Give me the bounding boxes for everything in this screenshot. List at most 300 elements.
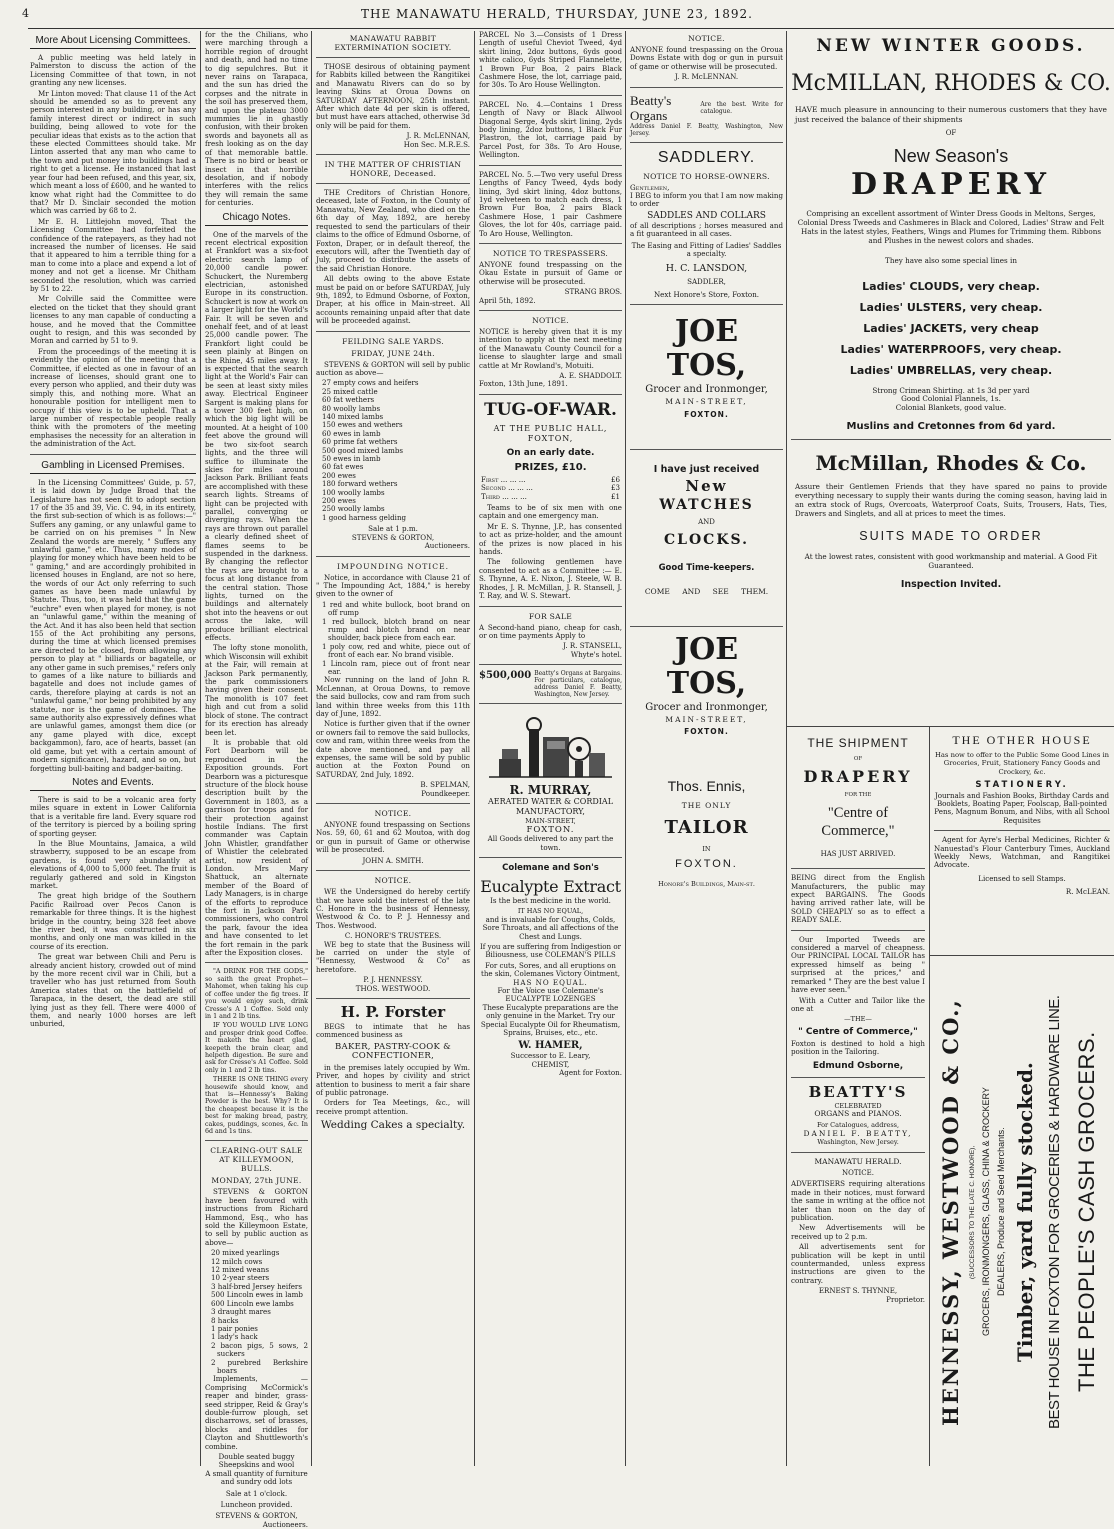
ad-headline: I have just received <box>653 464 760 476</box>
paragraph: Now running on the land of John R. McLennan, at Oroua Downs, to remove the said bullocks, cow and ram from such land within three weeks from this 11th day of June, 1892. <box>316 675 470 718</box>
paragraph: Foxton is destined to hold a high position in the Tailoring. <box>791 1038 925 1057</box>
list-item: 12 mixed weans <box>211 1265 269 1275</box>
ad-text: All Goods delivered to any part the town. <box>487 834 614 852</box>
prize-row <box>481 493 620 501</box>
ad-text: IN <box>702 845 711 854</box>
divider <box>479 703 622 704</box>
paragraph: NOTICE is hereby given that it is my intention to apply at the next meeting of the Manawatu County Council for a license to slaughter large and small cattle at Mr Rowland's, Motuiti. <box>479 326 622 370</box>
ad-text: Strong Crimean Shirting. at 1s 3d per yard <box>872 385 1030 395</box>
special-line: Ladies' UMBRELLAS, very cheap. <box>849 363 1053 377</box>
ad-text: HAS NO EQUAL. <box>513 977 588 987</box>
paragraph: ANYONE found trespassing on the Okau Estate in pursuit of Game or otherwise will be prosecuted. <box>479 259 622 286</box>
ad-signature: Edmund Osborne, <box>812 1060 904 1071</box>
ad-signature: H. C. LANSDON, <box>665 263 748 275</box>
list-item: 140 mixed lambs <box>322 412 384 421</box>
ad-headline: BEATTY'S <box>808 1082 908 1101</box>
masthead <box>0 0 1114 28</box>
ad-headline: McMillan, Rhodes & Co. <box>815 451 1087 476</box>
ad-headline: MANAWATU HERALD. <box>814 1156 902 1166</box>
ad-text: DANIEL F. BEATTY, <box>803 1128 913 1138</box>
ad-text: The Easing and Fitting of Ladies' Saddles a specialty. <box>631 240 782 259</box>
divider <box>479 394 622 395</box>
prize-value: £6 <box>610 474 620 484</box>
list-item: 1 pair ponies <box>211 1323 258 1333</box>
list-item: 27 empty cows and heifers <box>322 378 419 388</box>
ad-text: Are the best. Write for catalogue. <box>700 100 783 115</box>
list-item: 1 poly cow, red and white, piece out of front of each ear. No brand visible. <box>322 641 470 660</box>
paragraph: A Second-hand piano, cheap for cash, or on time payments Apply to <box>479 622 622 640</box>
list-item: 3 half-bred Jersey heifers <box>211 1281 302 1291</box>
ad-headline: JOE TOS, <box>666 314 747 384</box>
ad-headline: TUG-OF-WAR. <box>484 399 617 420</box>
prize-label: First ... ... ... <box>481 474 526 484</box>
ad-text: These Eucalypte preparations are the only genuine in the Market. Try our Special Eucalypte Oil for Rheumatism, Sprains, Bruises, etc., etc. <box>480 1002 621 1038</box>
paragraph: STEVENS & GORTON will sell by public auction as above— <box>316 359 470 377</box>
paragraph: The great high bridge of the Southern Pacific Railroad over Pecos Canon is remarkable for three things. It is the highest bridge in the country, being 328 feet above the river bed, it was constructed in six months, and only one man was killed in the course of its erection. <box>30 891 196 951</box>
ad-text: HAS JUST ARRIVED. <box>820 849 896 858</box>
list-item: 25 mixed cattle <box>322 386 378 396</box>
ad-headline: SUITS MADE TO ORDER <box>859 529 1043 544</box>
list-item: 2 bacon pigs, 5 sows, 2 suckers <box>211 1340 308 1359</box>
ad-subhead: FOXTON. <box>684 727 729 737</box>
ad-text: If you are suffering from Indigestion or Biliousness, use COLEMAN'S PILLS <box>479 941 622 960</box>
ad-text: For cuts, Sores, and all eruptions on the skin, Colemanes Victory Ointment, <box>480 960 621 979</box>
divider <box>479 95 622 96</box>
list-item: 8 hacks <box>211 1315 239 1325</box>
ad-headline: NEW WINTER GOODS. <box>816 36 1086 56</box>
paragraph: The lofty stone monolith, which Wisconsin will exhibit at the Fair, will remain at Jackson Park permanently, the park commissioners having given their consent. The monolith is 107 feet high and cut from a solid block of stone. The contract for its erection has already been let. <box>205 643 308 737</box>
column-8 <box>934 730 1110 950</box>
divider <box>791 1077 925 1078</box>
lot-item: Double seated buggy <box>218 1452 295 1461</box>
ad-headline: " Centre of Commerce," <box>798 1026 918 1037</box>
list-item: 2 purebred Berkshire boars <box>211 1357 308 1375</box>
ad-headline: R. MURRAY, <box>509 783 592 798</box>
paragraph: of all descriptions ; horses measured and a fit guaranteed in all cases. <box>630 220 783 239</box>
ad-text: "A DRINK FOR THE GODS," so saith the great Prophet—Mahomet, when taking his cup of coffee under the fig trees. If you would enjoy such, drink Cresse's A 1 Coffee. Sold only in 1 and 2 lb tins. <box>205 968 308 1020</box>
signature: ERNEST S. THYNNE, <box>818 1286 898 1296</box>
list-item: 180 forward wethers <box>322 479 398 489</box>
signature: P. J. HENNESSY. <box>363 975 423 985</box>
column-rule <box>625 31 626 1466</box>
paragraph: Notice is further given that if the owner or owners fail to remove the said bullocks, cow and ram, within three weeks from the date above mentioned, and pay all expenses, the same will be sold by public auction at the Foxton Pound on SATURDAY, 2nd July, 1892. <box>316 719 470 779</box>
ad-headline: NOTICE. <box>688 34 725 43</box>
ad-headline: SADDLERY. <box>657 148 756 166</box>
divider <box>929 955 1114 956</box>
ad-text: Honore's Buildings, Main-st. <box>658 879 755 888</box>
list-item: 200 ewes <box>322 470 356 480</box>
paragraph: ANYONE found trespassing on Sections Nos. 59, 60, 61 and 62 Moutoa, with dog or gun in pursuit of Game or otherwise will be prosecuted. <box>316 820 470 855</box>
special-line: Ladies' JACKETS, very cheap <box>863 321 1039 335</box>
paragraph: Mr E. S. Thynne, J.P., has consented to act as prize-holder, and the amount of the prizes is now placed in his hands. <box>479 521 622 557</box>
column-6 <box>791 31 1111 726</box>
organ-ad <box>630 93 783 123</box>
ad-text: OF <box>853 756 863 762</box>
column-7 <box>791 730 925 1465</box>
ad-headline: Thos. Ennis, <box>667 777 746 794</box>
list-item: 10 2-year steers <box>211 1273 270 1283</box>
column-5 <box>630 31 783 1466</box>
signature-title: Hon Sec. M.R.E.S. <box>403 139 470 149</box>
paragraph: BEGS to intimate that he has commenced business as <box>316 1021 470 1040</box>
lot-list <box>205 1249 308 1375</box>
paragraph: It is probable that old Fort Dearborn will be reproduced in the Exposition grounds. Fort Dearborn was a picturesque structure of the block house description built by the Government in 1803, as a garrison for troops and for their protection against hostile Indians. The first commander was Captain John Whistler, grandfather of Whistler the celebrated artist, now resident of London. Mrs Mary Shattuck, an alternate member of the Board of Lady Managers, is in charge of the efforts to reproduce the fort in Jackson Park commissioners, who control the park, favour the idea and have consented to let the fort remain in the park after the Exposition closes. <box>205 737 308 958</box>
paragraph: I BEG to inform you that I am now making to order <box>630 191 783 209</box>
divider <box>934 830 1110 831</box>
paragraph: for the the Chilians, who were marching through a horrible region of drought and death, and had no time to dig sepulchres. But it never rains on Tarapaca, and the sun has dried the corpses and the nitrate in the soil has preserved them, and upon the plateau 3000 mummies lie in ghastly confusion, with their broken swords and bayonets all as fresh looking as on the day of that memorable battle. There is no bird or beast or insect in that horrible desolation, and if nobody interferes with the relics they will remain the same for centuries. <box>205 30 308 208</box>
ad-text: COME AND SEE THEM. <box>644 586 769 596</box>
ad-text: CHEMIST, <box>531 1059 570 1069</box>
masthead-rule <box>28 28 1114 29</box>
list-item: 150 ewes and wethers <box>322 420 403 430</box>
special-lines <box>791 276 1111 381</box>
ad-subhead: Grocer and Ironmonger, <box>645 384 768 396</box>
divider <box>479 310 622 311</box>
ad-headline: CLOCKS. <box>664 531 749 548</box>
ad-headline: HENNESSY, WESTWOOD & CO., <box>938 998 963 1426</box>
list-item: 1 red and white bullock, boot brand on off rump <box>322 599 470 618</box>
paragraph: New Advertisements will be received up to 2 p.m. <box>791 1223 925 1241</box>
ad-headline: H. P. Forster <box>340 1002 446 1021</box>
paragraph: STEVENS & GORTON have been favoured with instructions from Richard Hammond, Esq., who has sold the Killeymoon Estate, to sell by public auction as above— <box>205 1187 308 1247</box>
divider <box>479 243 622 244</box>
divider <box>630 626 783 627</box>
paragraph: Implements, — Comprising McCormick's reaper and binder, grass-seed stripper, Reid & Gray's double-furrow plough, set discharrows, set of brasses, blocks and riddles for Clayton and Shuttleworth's combine. <box>205 1374 308 1451</box>
column-rule <box>474 31 475 1466</box>
divider <box>205 962 308 963</box>
signature-title: Poundkeeper. <box>421 788 470 798</box>
list-item: 60 prime fat wethers <box>322 437 398 447</box>
ad-subhead: PRIZES, £10. <box>514 461 587 473</box>
column-2 <box>205 30 308 1529</box>
signature-title: Whyte's hotel. <box>570 649 622 659</box>
paragraph: From the proceedings of the meeting it is evidently the opinion of the meeting that a Committee, if elected as one in favour of an increase of licenses, should grant one to every person who applied, and their duty was simply this, and nothing more. What an honourable position for intelligent men to occupy if this view is to be upheld. That a large number of respectable people really think with the promoters of the meeting emphasises the necessity for an alteration in the administration of the Act. <box>30 346 196 449</box>
lot-item: A small quantity of furniture and sundry odd lots <box>205 1468 308 1487</box>
paragraph: WE the Undersigned do hereby certify that we have sold the interest of the late C. Honore in the business of Hennessy, Westwood & Co. to P. J. Hennessy and Thos. Westwood. <box>316 887 470 930</box>
ad-subhead: STATIONERY. <box>975 780 1069 791</box>
ad-headline: NOTICE. <box>374 809 412 819</box>
list-item: 80 woolly lambs <box>322 403 381 413</box>
ad-text: Groceries, Fruit, Stationery Fancy Goods and Crockery, &c. <box>943 759 1101 776</box>
paragraph: PARCEL No. 5.—Two very useful Dress Lengths of Fancy Tweed, 4yds body lining, 3yd skirt lining, 4doz buttons, 1yd velveteen to match each dress, 1 Brown Fur Boa, 2 pairs Black Cashmere Hose, 1 pair Cashmere Gloves, the lot for 40s, carriage paid. To Aro House, Wellington. <box>479 169 622 238</box>
column-3 <box>316 31 470 1466</box>
ad-text: Beatty's Organs at Bargains. For particulars, catalogue, address Daniel F. Beatty, Washington, New Jersey. <box>534 670 622 699</box>
ad-headline: FEILDING SALE YARDS. <box>342 336 444 346</box>
ad-text: AND <box>698 518 715 527</box>
ad-headline: FOR SALE <box>528 611 573 621</box>
ad-subhead: Good Time-keepers. <box>658 562 755 573</box>
paragraph: Mr Colville said the Committee were elected on the ticket that they should grant licenses to any man capable of conducting a house, and he moved that the Committee ought to resign, and this was seconded by Moran and carried by 51 to 9. <box>30 294 196 346</box>
ad-headline: NOTICE. <box>532 315 569 325</box>
ad-footer: Wedding Cakes a specialty. <box>320 1119 466 1132</box>
sale-time: Sale at 1 o'clock. <box>225 1488 288 1498</box>
list-item: 500 Lincoln ewes in lamb <box>211 1290 303 1300</box>
divider <box>630 449 783 450</box>
paragraph: Journals and Fashion Books, Birthday Cards and Booklets, Boating Paper, Foolscap, Ball-pointed Pens, Magnum Bonum, and Nibs, with all School Requisites <box>934 790 1110 825</box>
ad-headline: McMILLAN, RHODES & CO. <box>791 71 1111 96</box>
paragraph: Notice, in accordance with Clause 21 of " The Impounding Act, 1884," is hereby given to the owner of <box>316 572 470 599</box>
signature-title: Auctioneers. <box>262 1519 308 1529</box>
list-item: 60 fat ewes <box>322 462 364 472</box>
ad-headline: THE PEOPLE'S CASH GROCERS. <box>1074 1031 1099 1393</box>
ad-subhead: FOXTON. <box>684 409 729 419</box>
list-item: 50 ewes in lamb <box>322 454 381 464</box>
column-rule <box>200 31 201 1466</box>
special-line: Ladies' ULSTERS, very cheap. <box>859 300 1043 314</box>
prize-value: £1 <box>610 491 620 501</box>
paragraph: One of the marvels of the recent electrical exposition at Frankfort was a six-foot electric search lamp of 20,000 candle power. Schuckert, the Nuremberg electrician, astonished Europe in its construction. Schuckert is now at work on a larger light for the World's Fair. It will be seven and onehalf feet, and of at least 25,000 candle power. The Frankfort light could be seen plainly at Bingen on the Rhine, 45 miles away. It is expected that the search light at the World's Fair can be seen at least sixty miles away. Electrical Engineer Sargent is making plans for a tower 300 feet high, on which the big light will be mounted. At a height of 100 feet above the ground will be two six-foot search lights, and the three will suffice to illuminate the skies for miles around Jackson Park. Brilliant feats are accomplished with these search lights. Streams of light can be projected with parallel, converging or diverging rays. When the rays are thrown out parallel a clearly defined sheet of flames seems to be suspended in the darkness. By changing the reflector the rays are brought to a focus at long distance from the central station. Those lights, turned on the buildings and alternately shot into the heavens or out across the lake, will produce brilliant electrical effects. <box>205 229 308 643</box>
paragraph: The great war between Chili and Peru is already ancient history, crowded out of mind by the more recent civil war in Chili, but a traveller who has just returned from South America states that on the battlefield of Tarapaca, in the desert, the dead are still lying just as they fell. There were 4000 of them, and nearly 1000 horses are left unburied, <box>30 952 196 1029</box>
ad-headline: JOE TOS, <box>666 631 747 701</box>
divider <box>479 664 622 665</box>
date-line: Foxton, 13th June, 1891. <box>479 379 568 389</box>
paragraph: BEING direct from the English Manufacturers, the public may expect BARGAINS. The Goods having arrived rather late, will be SOLD CHEAPLY so as to effect a READY SALE. <box>791 873 925 925</box>
paragraph: All advertisements sent for publication will be kept in until countermanded, unless express instructions are given to the contrary. <box>791 1242 925 1285</box>
ad-text: IF YOU WOULD LIVE LONG and prosper drink good Coffee. It maketh the heart glad, keepeth the brain clear, and helpeth digestion. Be sure and ask for Cresse's A1 Coffee. Sold only in 1 and 2 lb tins. <box>205 1022 308 1074</box>
divider <box>205 1140 308 1141</box>
ad-subhead: Grocer and Ironmonger, <box>645 701 768 713</box>
ad-subhead: FOXTON. <box>526 825 575 836</box>
paragraph: in the premises lately occupied by Wm. Priver, and hopes by civility and strict attention to business to merit a fair share of public patronage. <box>316 1062 470 1097</box>
ad-headline: IMPOUNDING NOTICE. <box>336 561 450 571</box>
sale-time: Sale at 1 p.m. <box>368 524 418 534</box>
ad-headline: Eucalypte Extract <box>480 876 621 896</box>
article-headline: Gambling in Licensed Premises. <box>30 460 196 474</box>
signature: J. R. McLENNAN, <box>406 131 470 141</box>
page-number: 4 <box>22 7 30 20</box>
paragraph: THOSE desirous of obtaining payment for Rabbits killed between the Rangitikei and Manawatu Rivers can do so by leaving Skins at Oroua Downs on SATURDAY AFTERNOON, 25th instant. After which date 4d per skin is offered, but must have ears attached, otherwise 3d only will be paid for them. <box>316 62 470 130</box>
ad-headline: New Season's <box>893 146 1009 167</box>
paragraph: Orders for Tea Meetings, &c., will receive prompt attention. <box>316 1098 470 1116</box>
ad-text: THERE IS ONE THING every housewife should know, and that is—Hennessy's Baking Powder is the best. Why? It is the cheapest because it is the best for making bread, pastry, cakes, puddings, scones, &c. In 6d and 1s tins. <box>205 1076 308 1135</box>
signature: B. SPELMAN, <box>420 780 470 790</box>
ad-headline: MANAWATU RABBIT EXTERMINATION SOCIETY. <box>334 34 452 52</box>
divider <box>316 154 470 155</box>
column-1 <box>30 31 196 1466</box>
signature: JOHN A. SMITH. <box>362 855 424 865</box>
divider <box>316 556 470 557</box>
ad-subhead: Muslins and Cretonnes from 6d yard. <box>846 421 1056 433</box>
paragraph: With a Cutter and Tailor like the one at <box>791 995 925 1013</box>
ad-headline: New <box>685 477 728 496</box>
paragraph: Comprising an excellent assortment of Winter Dress Goods in Meltons, Serges, Colonial Dress Tweeds and Cashmeres in Black and Colored, Ladies' Straw and Felt Hats in the latest styles, Feathers, Wings and Plumes for Trimming them. Ribbons and Plushes in the newest colors and shades. <box>797 209 1105 246</box>
ad-headline: NOTICE. <box>374 876 412 886</box>
list-item: 200 ewes <box>322 496 356 506</box>
ad-headline: Colemane and Son's <box>502 862 599 873</box>
ad-headline: Timber, yard fully stocked. <box>1013 1062 1037 1362</box>
paragraph: Teams to be of six men with one captain and one emergency man. <box>479 503 622 521</box>
paragraph: In the Blue Mountains, Jamaica, a wild strawberry, supposed to be an escape from gardens, is found very abundantly at elevations of 4,000 to 5,000 feet. The fruit is regularly gathered and sold in Kingston market. <box>30 838 196 890</box>
list-item: 1 red bullock, blotch brand on near rump and blotch brand on near shoulder, back piece from each ear. <box>322 616 470 643</box>
ad-subhead: AT THE PUBLIC HALL, FOXTON, <box>493 423 608 443</box>
article-headline: More About Licensing Committees. <box>30 35 196 49</box>
ad-subhead: AERATED WATER & CORDIAL MANUFACTORY, <box>487 797 614 817</box>
ad-date: MONDAY, 27th JUNE. <box>211 1176 302 1186</box>
ad-subhead: On an early date. <box>506 447 595 458</box>
ad-text: THE ONLY <box>681 800 732 810</box>
list-item: 1 Lincoln ram, piece out of front near ear. <box>322 658 470 676</box>
ad-text: For the Voice use Colemane's EUCALYPTE LOZENGES <box>497 986 604 1004</box>
lot-item: Sheepskins and wool <box>218 1460 295 1470</box>
column-rule <box>311 31 312 1466</box>
ad-text: BEST HOUSE IN FOXTON FOR GROCERIES & HARDWARE LINE. <box>1046 995 1063 1429</box>
paragraph: WE beg to state that the Business will be carried on under the style of "Hennessy, Westwood & Co" as heretofore. <box>316 939 470 974</box>
paragraph: Assure their Gentlemen Friends that they have spared no pains to provide everything necessary to supply their wants during the coming season, having laid in an extra stock of Rugs, Overcoats, Waterproof Coats, Suits, Trousers, Hats, Ties, Drawers and Singlets, and all at prices to meet the times. <box>795 482 1107 519</box>
ad-text: Next Honore's Store, Foxton. <box>653 289 760 299</box>
ad-text: (SUCCESSORS TO THE LATE C. HONORE), <box>969 1145 976 1279</box>
ad-text: For Catalogues, address, <box>816 1121 900 1130</box>
list-item: 250 woolly lambs <box>322 504 385 514</box>
prize-label: Second ... ... ... <box>481 483 533 493</box>
signature: J. R. STANSELL, <box>563 641 622 651</box>
divider <box>316 803 470 804</box>
ad-subhead: NOTICE. <box>842 1168 874 1177</box>
paragraph: Mr E. H. Littlejohn moved, That the Licensing Committee had forfeited the confidence of the ratepayers, as they had not increased the number of licenses. He said that it appeared to him a terrible thing for a man to come into a place and expend a lot of money and not get a license. Mr Chitham seconded the resolution, which was carried by 51 to 22. <box>30 216 196 293</box>
divider <box>479 165 622 166</box>
ad-text: Agent for Foxton. <box>559 1068 622 1078</box>
ad-headline: "Centre of Commerce," <box>821 804 895 839</box>
ad-subhead: MAIN-STREET, <box>665 397 748 407</box>
ad-text: SADDLER, <box>687 277 726 287</box>
list-item: 60 ewes in lamb <box>322 428 381 438</box>
signature: STEVENS & GORTON, <box>215 1511 298 1521</box>
divider <box>479 857 622 858</box>
divider <box>791 439 1111 440</box>
ad-headline: THE SHIPMENT <box>807 736 909 750</box>
ad-text: Colonial Blankets, good value. <box>895 402 1007 412</box>
ad-text: They have also some special lines in <box>885 256 1017 266</box>
signature: C. HONORE'S TRUSTEES. <box>344 931 442 941</box>
ad-subhead: MAIN-STREET, <box>525 817 576 826</box>
paragraph: At the lowest rates, consistent with good workmanship and material. A Good Fit Guaranteed. <box>804 552 1098 571</box>
signature: R. McLEAN. <box>1065 887 1110 897</box>
ad-subhead: FOXTON. <box>675 857 738 870</box>
divider <box>30 454 196 455</box>
signature-title: Auctioneers. <box>424 541 470 551</box>
paragraph: HAVE much pleasure in announcing to their numerous customers that they have just received the balance of their shipments <box>795 105 1107 124</box>
ad-text: Licensed to sell Stamps. <box>978 873 1066 883</box>
organ-ad <box>479 670 622 698</box>
ad-text: IT HAS NO EQUAL, <box>517 907 584 916</box>
divider <box>791 868 925 869</box>
ad-text: and is invaluable for Coughs, Colds, Sore Throats, and all affections of the Chest and Lungs. <box>482 914 619 941</box>
ad-subhead: Inspection Invited. <box>900 579 1002 591</box>
paragraph: ANYONE found trespassing on the Oroua Downs Estate with dog or gun in pursuit of game or otherwise will be prosecuted. <box>630 45 783 71</box>
list-item: 1 good harness gelding <box>322 512 407 522</box>
divider <box>316 183 470 184</box>
paragraph: There is said to be a volcanic area forty miles square in extent in Lower California that is a veritable fire land. Every square rod of the territory is pierced by a boiling spring of sporting geyser. <box>30 794 196 838</box>
list-item: 600 Lincoln ewe lambs <box>211 1298 294 1308</box>
date-line: April 5th, 1892. <box>479 295 536 305</box>
divider <box>316 331 470 332</box>
lot-list <box>316 379 470 522</box>
special-line: Ladies' CLOUDS, very cheap. <box>862 279 1040 293</box>
ad-headline: TAILOR <box>664 817 749 839</box>
list-item: 12 milch cows <box>211 1256 263 1266</box>
paragraph: Mr Linton moved: That clause 11 of the Act should be amended so as to prevent any person interested in any building, or has any family interest direct or indirect in such building, being allowed to vote for the peculiar ideas that exists as to the action that these elected Committees should take. Mr Linton asserted that any man who came to the town and put money into buildings had a right to get a license. He instanced that last year four had been refused, and this year, six, which meant a loss of £600, and he wanted to know what right had the Committee to do that? Mr D. Sinclair seconded the motion which was carried by 68 to 2. <box>30 88 196 216</box>
article-headline: Chicago Notes. <box>205 212 308 226</box>
divider <box>786 726 1114 727</box>
hennessy-vertical-ad <box>934 962 1112 1462</box>
paragraph: PARCEL No. 4.—Contains 1 Dress Length of Navy or Black Allwool Diagonal Serge, 4yds skirt lining, 2yds body lining, 2doz buttons, 1 Black Fur Plastron, the lot, carriage paid by Parcel Post, for 38s. To Aro House, Wellington. <box>479 99 622 160</box>
ad-headline: DRAPERY <box>850 167 1052 203</box>
ad-text: Is the best medicine in the world. <box>490 895 611 905</box>
list-item: 500 good mixed lambs <box>322 445 404 455</box>
column-rule <box>929 726 930 1466</box>
paragraph: A public meeting was held lately in Palmerston to discuss the action of the Licensing Committee of that town, in not granting any new licenses. <box>30 53 196 88</box>
ad-text: CELEBRATED <box>834 1101 882 1110</box>
ad-text: OF <box>945 129 957 137</box>
ad-text: Good Colonial Flannels, 1s. <box>901 394 1001 404</box>
price-label: $500,000 <box>479 670 532 682</box>
divider <box>316 998 470 999</box>
factory-machine-illustration <box>479 709 622 781</box>
divider <box>630 87 783 88</box>
divider <box>316 57 470 58</box>
ad-text: Has now to offer to the Public Some Good Lines in <box>934 751 1110 759</box>
paragraph: The following gentlemen have consented to act as a Committee :— E. S. Thynne, A. E. Nixon, J. Steele, W. B. Rhodes, J. R. McMillan, J. R. Stansell, J. T. Ray, and W. S. Stewart. <box>479 557 622 601</box>
paragraph: All debts owing to the above Estate must be paid on or before SATURDAY, July 9th, 1892, to Edmund Osborne, of Foxton, Draper, at his office in Main-street. All accounts remaining unpaid after that date will be proceeded against. <box>316 274 470 326</box>
paragraph: Agent for Ayre's Herbal Medicines, Richter & Nanuestad's Flour Canterbury Times, Auckland Weekly News, Watchman, and Rangitikei Advocate. <box>934 835 1110 870</box>
ad-headline: WATCHES <box>659 497 754 514</box>
ad-text: DEALERS, Produce and Seed Merchants. <box>996 1127 1006 1297</box>
ad-headline: Beatty's Organs <box>630 92 672 123</box>
divider <box>791 1152 925 1153</box>
signature: THOS. WESTWOOD. <box>355 983 431 993</box>
ad-text: Successor to E. Leary, <box>510 1051 591 1061</box>
article-headline: Notes and Events. <box>30 777 196 791</box>
ad-text: Gentlemen, <box>630 182 670 192</box>
paragraph: PARCEL No 3.—Consists of 1 Dress Length of useful Cheviot Tweed, 4yd skirt lining, 2doz buttons, 6yds good white calico, 6yds Striped Flannelette, 1 Brown Fur Boa, 2 pairs Black Cashmere Hose, the lot, carriage paid, for 30s. To Aro House Wellington. <box>479 30 622 90</box>
ad-subhead: MAIN-STREET, <box>665 714 748 724</box>
prize-table <box>479 476 622 501</box>
divider <box>791 930 925 931</box>
divider <box>630 142 783 143</box>
ad-signature: W. HAMER, <box>518 1040 583 1052</box>
ad-date: FRIDAY, JUNE 24th. <box>351 348 435 358</box>
ad-subhead: NOTICE TO HORSE-OWNERS. <box>643 171 770 181</box>
divider <box>479 606 622 607</box>
list-item: 20 mixed yearlings <box>211 1248 280 1258</box>
signature: STRANG BROS. <box>564 287 622 297</box>
ad-text: —THE— <box>844 1015 872 1024</box>
ad-headline: IN THE MATTER OF CHRISTIAN HONORE, Deceased. <box>324 160 462 179</box>
ad-text: FOR THE <box>844 792 872 799</box>
prize-value: £3 <box>610 483 620 493</box>
ad-headline: THE OTHER HOUSE <box>952 733 1092 747</box>
ad-text: Address Daniel F. Beatty, Washington, New Jersey. <box>630 122 783 137</box>
list-item: 100 woolly lambs <box>322 487 385 497</box>
special-line: Ladies' WATERPROOFS, very cheap. <box>840 342 1062 356</box>
paragraph: THE Creditors of Christian Honore, deceased, late of Foxton, in the County of Manawatu, New Zealand, who died on the 6th day of May, 1892, are hereby requested to send the particulars of their claims to the office of Edmund Osborne, of Foxton, Draper, or in default thereof, the executors will, after the Twentieth day of July, proceed to distribute the assets of the said Christian Honore. <box>316 188 470 273</box>
ad-text: Washington, New Jersey. <box>817 1138 899 1147</box>
column-rule <box>786 31 787 1466</box>
signature: STEVENS & GORTON, <box>351 532 435 542</box>
ad-subhead: BAKER, PASTRY-COOK & CONFECTIONER, <box>334 1041 452 1061</box>
paragraph: In the Licensing Committees' Guide, p. 57, it is laid down by Judge Broad that the Legislature has not seen fit to adopt section 17 of the 35 and 39, Vic. C. 94, in its entirety, the first sub-section of which is as follows:—" Suffers any gaming, or any unlawful game to be carried on on his premises " In New Zealand the words are merely, " Suffers any unlawful game," etc. Thus, many modes of playing for money which have been held to be " gaming," and are accordingly prohibited in licensed houses in England, are not so here, the words of our Act only referring to such games as have been made unlawful by Statute. Thus, too, it was held that the game "euchre" even when played for money, is not an "unlawful game," within the meaning of the Act. And it has also been held that section 155 of the Act prohibiting any persons, during the time at which licensed premises are directed to be closed, from allowing any person to play at " billiards or bagatelle, or any other game in such premises," refers only to games of a like nature to billiards and bagatelle and does not include games of cards, therefore playing at cards is not an "unlawful game," nor being prohibited by any statute, nor is the game of dominoes. The same authority also expressively defines what are unlawful games, amongst them dice (or any game played with dice, except backgammon), faro, ace of hearts, basset (an old game, but yet with a certain amount of modern significance), hazard, and so on, but forgetting bull-baiting and badger-baiting. <box>30 477 196 773</box>
ad-text: GROCERS, IRONMONGERS, GLASS, CHINA & CROCKERY <box>981 1087 991 1337</box>
paragraph: Our Imported Tweeds are considered a marvel of cheapness. Our PRINCIPAL LOCAL TAILOR has expressed himself as being " surprised at the prices," and remarked " They are the best value I have ever seen." <box>791 934 925 995</box>
stock-list <box>316 601 470 677</box>
divider <box>630 304 783 305</box>
ad-headline: NOTICE TO TRESPASSERS. <box>492 248 609 258</box>
prize-label: Third ... ... ... <box>481 491 527 501</box>
masthead-title: THE MANAWATU HERALD, THURSDAY, JUNE 23, 1892. <box>361 7 753 21</box>
signature-title: Proprietor. <box>886 1294 925 1304</box>
paragraph: ADVERTISERS requiring alterations made in their notices, must forward the same in writing at the office not later than noon on the day of publication. <box>791 1179 925 1222</box>
list-item: 60 fat wethers <box>322 395 375 405</box>
signature: A. E. SHADDOLT. <box>559 371 622 380</box>
